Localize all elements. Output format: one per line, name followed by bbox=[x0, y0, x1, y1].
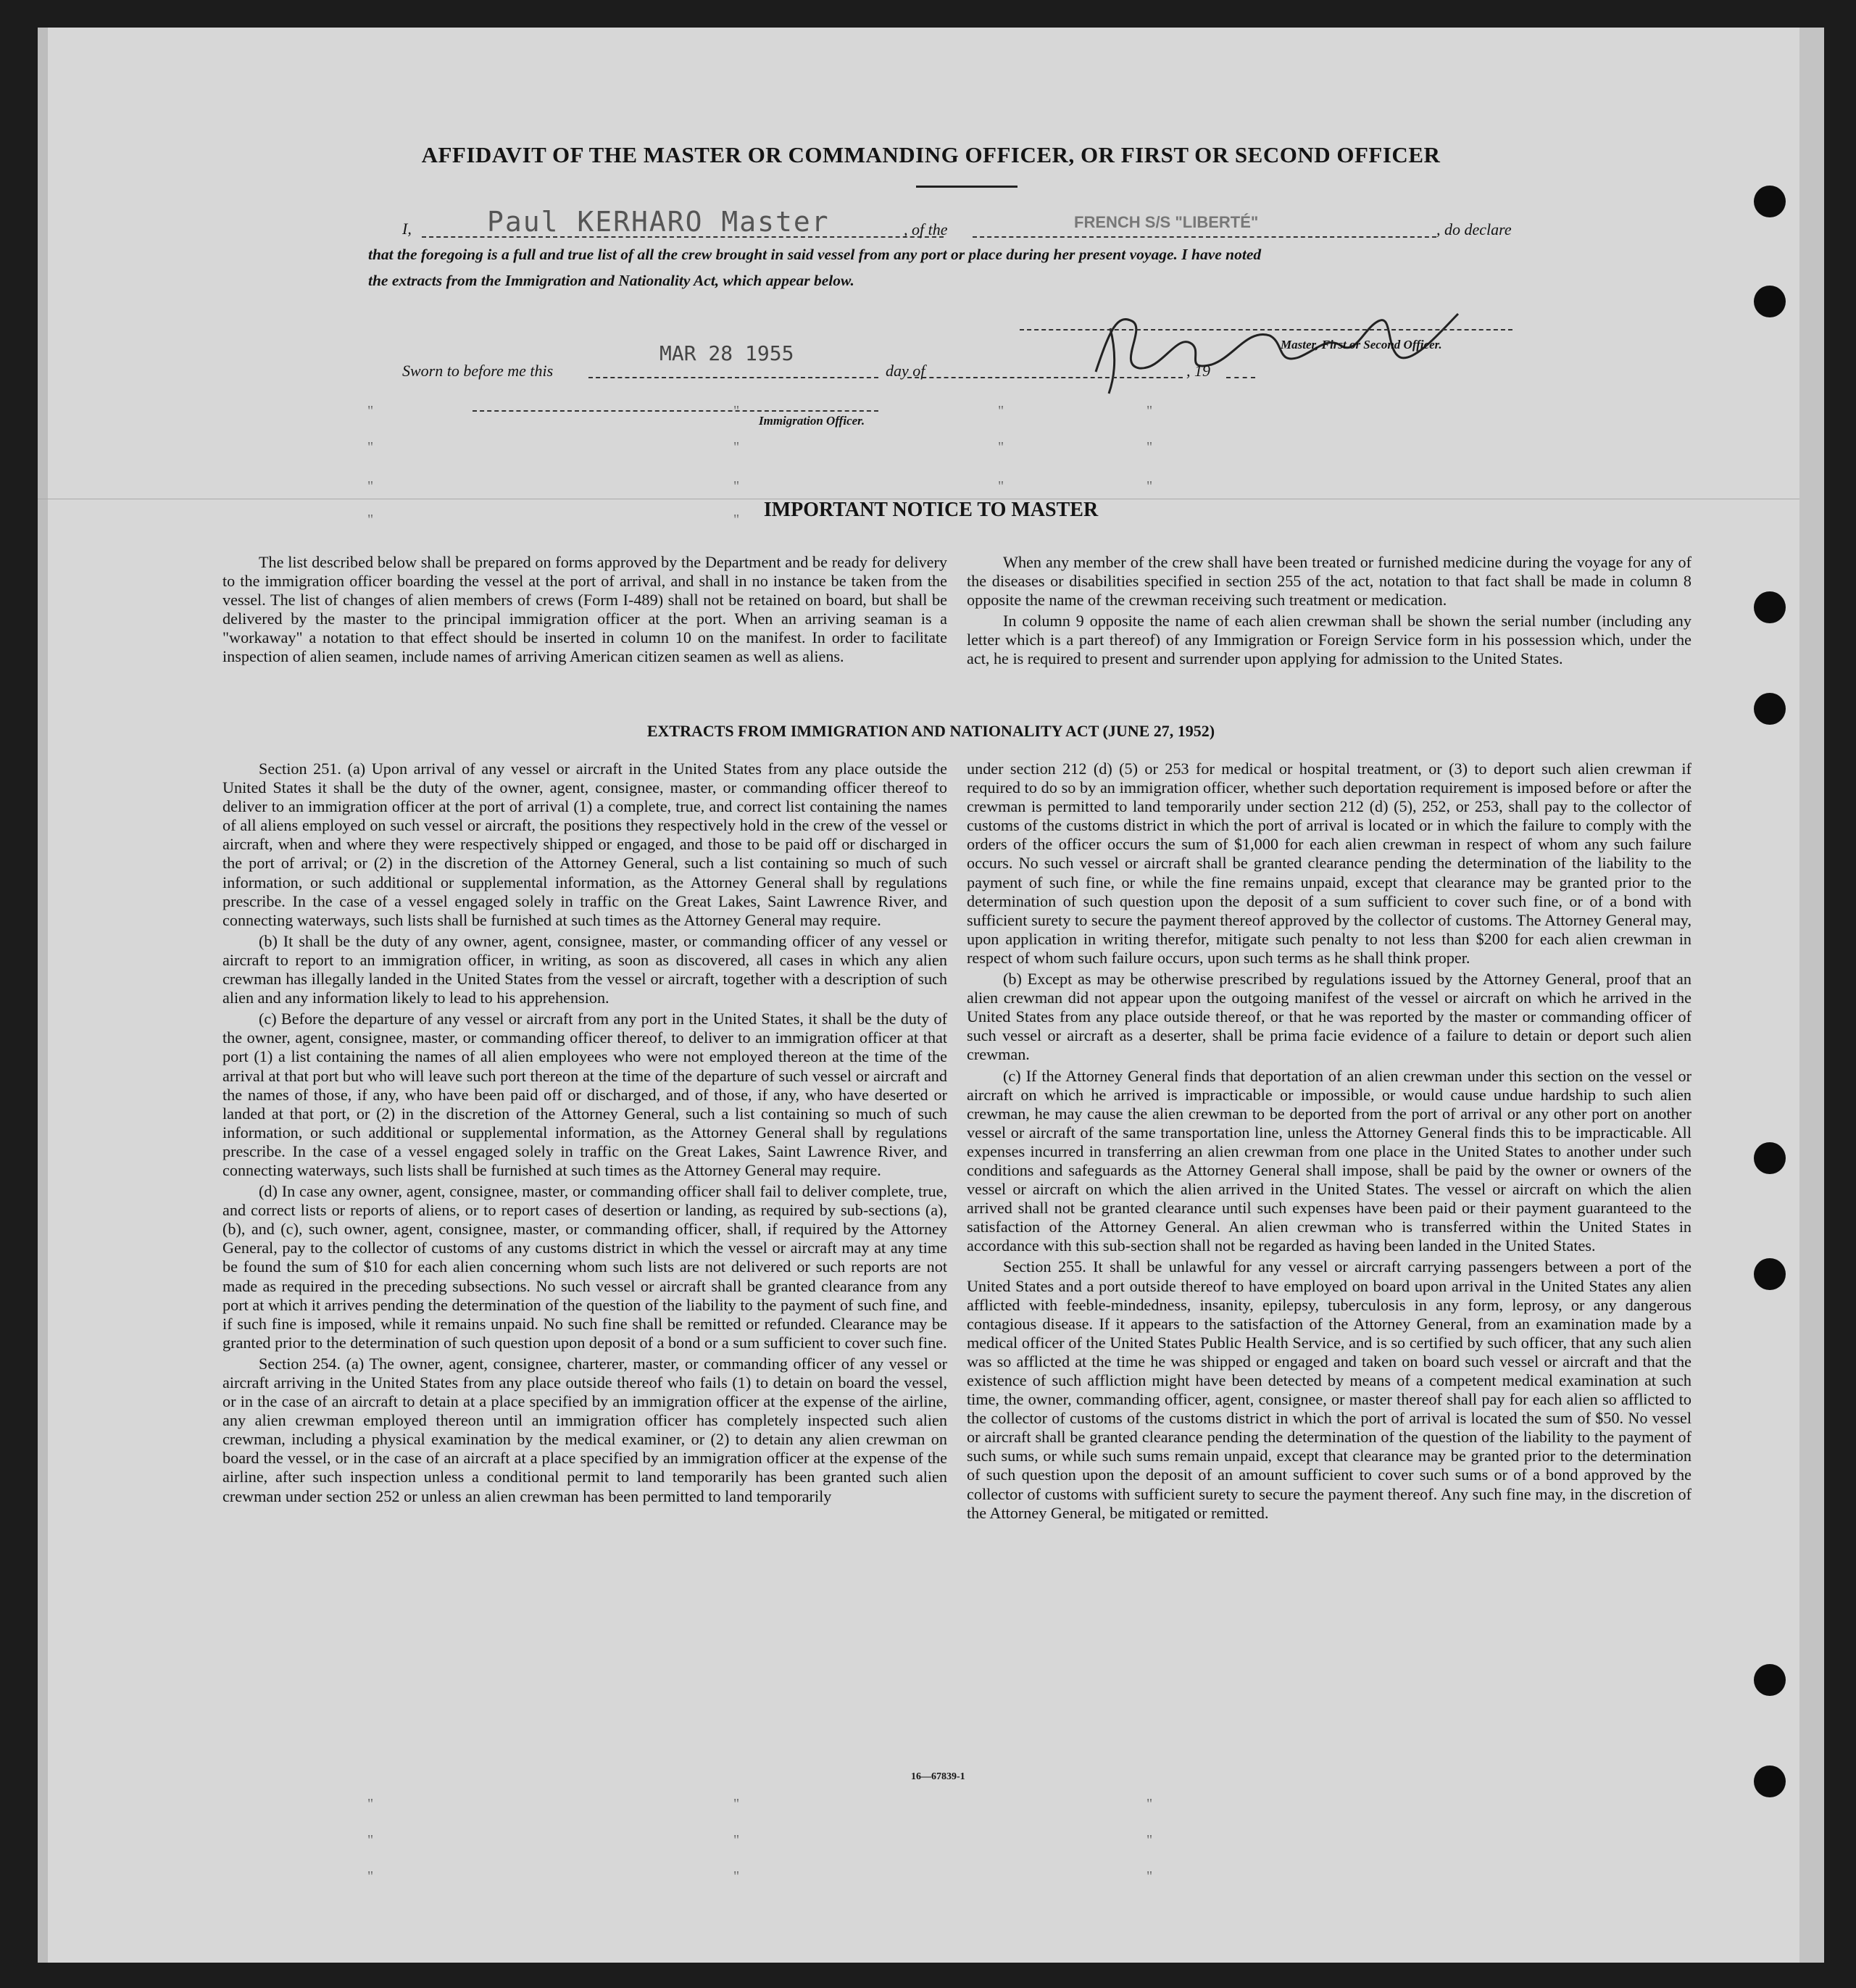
master-name: Paul KERHARO Master bbox=[487, 206, 830, 238]
punch-hole bbox=[1754, 1766, 1786, 1797]
immigration-officer-line bbox=[473, 410, 878, 412]
punch-hole bbox=[1754, 591, 1786, 623]
notice-left-paragraph: The list described below shall be prepared on forms approved by the Department and be ready for delivery to the immigration officer boarding the vessel at the port of arrival, and shall in no instance be taken from the vessel. The list of changes of alien members of crews (Form I-489) shall not be retained on board, but shall be delivered by the master to the principal immigration officer at the port. When an arriving seaman is a "workaway" a notation to that effect should be inserted in column 10 on the manifest. In order to facilitate inspection of alien seamen, include names of arriving American citizen seamen as well as aliens. bbox=[222, 553, 947, 666]
section-251a: Section 251. (a) Upon arrival of any vessel or aircraft in the United States from any place outside the United States it shall be the duty of the owner, agent, consignee, master, or commanding officer thereof to deliver to an immigration officer at the port of arrival (1) a complete, true, and correct list containing the names of all aliens employed on such vessel or aircraft, the positions they respectively hold in the crew of the vessel or aircraft, when and where they were respectively shipped or engaged, and those to be paid off or discharged in the port of arrival; or (2) in the discretion of the Attorney General, such a list containing so much of such information, or such additional or supplemental information, as the Attorney General shall by regulations prescribe. In the case of a vessel engaged solely in traffic on the Great Lakes, Saint Lawrence River, and connecting waterways, such lists shall be furnished at such times as the Attorney General may require. bbox=[222, 760, 947, 929]
declaration-line-1: that the foregoing is a full and true list of all the crew brought in said vessel from any port or place during her present voyage. I have noted bbox=[368, 246, 1262, 263]
page-left-edge bbox=[38, 28, 48, 1963]
section-254b: (b) Except as may be otherwise prescribed by regulations issued by the Attorney General, proof that an alien crewman did not appear upon the outgoing manifest of the vessel or aircraft on which he arrived in the United States from any place outside thereof, or that he was reported by the master or commanding officer of such vessel or aircraft as a deserter, shall be prima facie evidence of a failure to detain or deport such alien crewman. bbox=[967, 970, 1691, 1064]
title-rule bbox=[916, 186, 1018, 188]
document-page: AFFIDAVIT OF THE MASTER OR COMMANDING OFFICER, OR FIRST OR SECOND OFFICER I, Paul KERHARO Master , of the FRENCH S/S "LIBERTÉ" , do declare that the foregoing is a full and true list of all the crew brought in said vessel from any port or place during her present voyage. I have noted the extracts from the Immigration and Nationality Act, which appear below. Master, First or Second Officer. Sworn to before me this MAR 28 1955 day of , 19 Immigration Officer. " " " " " " " " " " " " " " " " " " " " " " " IMPORTANT NOTICE TO MASTER The list described below shall be prepared on forms approved by the Department and be ready for delivery to the immigration officer boarding the vessel at the port of arrival, and shall in no instance be taken from the vessel. The list of changes of alien members of crews (Form I-489) shall not be retained on board, but shall be delivered by the master to the principal immigration officer at the port. When an arriving seaman is a "workaway" a notation to that effect should be inserted in column 10 on the manifest. In order to facilitate inspection of alien seamen, include names of arriving American citizen seamen as well as aliens. When any member of the crew shall have been treated or furnished medicine during the voyage for any of the diseases or disabilities specified in section 255 of the act, notation to that fact shall be made in column 8 opposite the name of the crewman receiving such treatment or medication. In column 9 opposite the name of each alien crewman shall be shown the serial number (including any letter which is a part thereof) of any Immigration or Foreign Service form in his possession which, under the act, he is required to present and surrender upon applying for admission to the United States. EXTRACTS FROM IMMIGRATION AND NATIONALITY ACT (JUNE 27, 1952) Section 251. (a) Upon arrival of any vessel or aircraft in the United States from any place outside the United States it shall be the duty of the owner, agent, consignee, master, or commanding officer thereof to deliver to an immigration officer at the port of arrival (1) a complete, true, and correct list containing the names of all aliens employed on such vessel or aircraft, the positions they respectively hold in the crew of the vessel or aircraft, when and where they were respectively shipped or engaged, and those to be paid off or discharged in the port of arrival; or (2) in the discretion of the Attorney General, such a list containing so much of such information, or such additional or supplemental information, as the Attorney General shall by regulations prescribe. In the case of a vessel engaged solely in traffic on the Great Lakes, Saint Lawrence River, and connecting waterways, such lists shall be furnished at such times as the Attorney General may require. (b) It shall be the duty of any owner, agent, consignee, master, or commanding officer of any vessel or aircraft to report to an immigration officer, in writing, as soon as discovered, all cases in which any alien crewman has illegally landed in the United States from the vessel or aircraft, together with a description of such alien and any information likely to lead to his apprehension. (c) Before the departure of any vessel or aircraft from any port in the United States, it shall be the duty of the owner, agent, consignee, master, or commanding officer thereof, to deliver to an immigration officer at that port (1) a list containing the names of all alien employees who were not employed thereon at the time of the arrival at that port but who will leave such port thereon at the time of the departure of such vessel or aircraft and the names of those, if any, who have been paid off or discharged, and of those, if any, who have deserted or landed at that port, or (2) in the discretion of the Attorney General, such a list containing so much of such information, or such additional or supplemental information, as the Attorney General shall by regulations prescribe. In the case of a vessel engaged solely in traffic on the Great Lakes, Saint Lawrence River, and connecting waterways, such lists shall be furnished at such times as the Attorney General may require. (d) In case any owner, agent, consignee, master, or commanding officer shall fail to deliver complete, true, and correct lists or reports of aliens, or to report cases of desertion or landing, as required by sub-sections (a), (b), and (c), such owner, agent, consignee, master, or commanding officer, shall, if required by the Attorney General, pay to the collector of customs of any customs district in which the vessel or aircraft may at any time be found the sum of $10 for each alien concerning whom such lists are not delivered or such reports are not made as required in the preceding subsections. No such vessel or aircraft shall be granted clearance from any port at which it arrives pending the determination of the question of the liability to the payment of such fine, and if such fine is imposed, while it remains unpaid. No such fine shall be remitted or refunded. Clearance may be granted prior to the determination of such question upon deposit of a bond or a sum sufficient to cover such fine. Section 254. (a) The owner, agent, consignee, charterer, master, or commanding officer of any vessel or aircraft arriving in the United States from any place outside thereof who fails (1) to detain on board the vessel, or in the case of an aircraft to detain at a place specified by an immigration officer at the expense of the airline, any alien crewman employed thereon until an immigration officer has completely inspected such alien crewman, including a physical examination by the medical examiner, or (2) to detain any alien crewman on board the vessel, or in the case of an aircraft at a place specified by an immigration officer at the expense of the airline, after such inspection unless a conditional permit to land temporarily has been granted such alien crewman under section 252 or unless an alien crewman has been permitted to land temporarily under section 212 (d) (5) or 253 for medical or hospital treatment, or (3) to deport such alien crewman if required to do so by an immigration officer, whether such deportation requirement is imposed before or after the crewman is permitted to land temporarily under section 212 (d) (5), 252, or 253, shall pay to the collector of customs of the customs district in which the port of arrival is located or in which the failure to comply with the orders of the officer occurs the sum of $1,000 for each alien crewman in respect of whom any such failure occurs. No such vessel or aircraft shall be granted clearance pending the determination of the liability to the payment of such fine, or while the fine remains unpaid, except that clearance may be granted prior to the determination of such question upon the deposit of a sum sufficient to cover such fine, or of a bond with sufficient surety to secure the payment thereof approved by the collector of customs. The Attorney General may, upon application in writing therefor, mitigate such penalty to not less than $200 for each alien crewman in respect of whom such failure occurs, upon such terms as he shall think proper. (b) Except as may be otherwise prescribed by regulations issued by the Attorney General, proof that an alien crewman did not appear upon the outgoing manifest of the vessel or aircraft on which he arrived in the United States from any place outside thereof, or that he was reported by the master or commanding officer of such vessel or aircraft as a deserter, shall be prima facie evidence of a failure to detain or deport such alien crewman. (c) If the Attorney General finds that deportation of an alien crewman under this section on the vessel or aircraft on which he arrived is impracticable or impossible, or would cause undue hardship to such alien crewman, he may cause the alien crewman to be deported from the port of arrival or any other port on another vessel or aircraft of the same transportation line, unless the Attorney General finds this to be impracticable. All expenses incurred in transferring an alien crewman from one place in the United States to another under such conditions and safeguards as the Attorney General shall impose, shall be paid by the owner or owners of the vessel or aircraft on which the alien arrived in the United States. The vessel or aircraft on which the alien arrived shall not be granted clearance until such expenses have been paid or their payment guaranteed to the satisfaction of the Attorney General. An alien crewman who is transferred within the United States in accordance with this sub-section shall not be regarded as having been landed in the United States. Section 255. It shall be unlawful for any vessel or aircraft carrying passengers between a port of the United States and a port outside thereof to have employed on board upon arrival in the United States any alien afflicted with feeble-mindedness, insanity, epilepsy, tuberculosis in any form, leprosy, or any dangerous contagious disease. If it appears to the satisfaction of the Attorney General, from an examination made by a medical officer of the United States Public Health Service, and is so certified by such officer, that any such alien was so afflicted at the time he was shipped or engaged and taken on board such vessel or aircraft and that the existence of such affliction might have been detected by means of a competent medical examination at such time, the owner, commanding officer, agent, consignee, or master thereof shall pay for each alien so afflicted to the collector of customs of the customs district in which the port of arrival is located the sum of $50. No vessel or aircraft shall be granted clearance pending the determination of the question of the liability to the payment of such sums, or while such sums remain unpaid, except that clearance may be granted prior to the determination of such question upon the deposit of an amount sufficient to cover such sums or of a bond approved by the collector of customs with sufficient surety to secure the payment thereof. Any such fine may, in the discretion of the Attorney General, be mitigated or remitted. 16—67839-1 bbox=[38, 28, 1824, 1963]
sworn-date-stamp: MAR 28 1955 bbox=[659, 341, 794, 365]
section-251b: (b) It shall be the duty of any owner, agent, consignee, master, or commanding officer of any vessel or aircraft to report to an immigration officer, in writing, as soon as discovered, all cases in which any alien crewman has illegally landed in the United States from the vessel or aircraft, together with a description of such alien and any information likely to lead to his apprehension. bbox=[222, 931, 947, 1007]
extracts-title: EXTRACTS FROM IMMIGRATION AND NATIONALITY ACT (JUNE 27, 1952) bbox=[646, 722, 1215, 740]
notice-right-column bbox=[967, 553, 1691, 671]
day-of-label: day of bbox=[886, 362, 925, 380]
section-254a-continued: under section 212 (d) (5) or 253 for medical or hospital treatment, or (3) to deport such alien crewman if required to do so by an immigration officer, whether such deportation requirement is imposed before or after the crewman is permitted to land temporarily under section 212 (d) (5), 252, or 253, shall pay to the collector of customs of the customs district in which the port of arrival is located or in which the failure to comply with the orders of the officer occurs the sum of $1,000 for each alien crewman in respect of whom any such failure occurs. No such vessel or aircraft shall be granted clearance pending the determination of the liability to the payment of such fine, or while the fine remains unpaid, except that clearance may be granted prior to the determination of such question upon the deposit of a sum sufficient to cover such fine, or of a bond with sufficient surety to secure the payment thereof approved by the collector of customs. The Attorney General may, upon application in writing therefor, mitigate such penalty to not less than $200 for each alien crewman in respect of whom such failure occurs, upon such terms as he shall think proper. bbox=[967, 760, 1691, 967]
year-line bbox=[1226, 377, 1255, 378]
officer-signature-line bbox=[1020, 329, 1512, 330]
punch-hole bbox=[1754, 1258, 1786, 1290]
declaration-line-2: the extracts from the Immigration and Nationality Act, which appear below. bbox=[368, 272, 854, 289]
affidavit-title: AFFIDAVIT OF THE MASTER OR COMMANDING OFFICER, OR FIRST OR SECOND OFFICER bbox=[421, 142, 1441, 167]
vessel-line bbox=[973, 236, 1436, 238]
section-254a: Section 254. (a) The owner, agent, consignee, charterer, master, or commanding officer of any vessel or aircraft arriving in the United States from any place outside thereof who fails (1) to detain on board the vessel, or in the case of an aircraft to detain at a place specified by an immigration officer at the expense of the airline, any alien crewman employed thereon until an immigration officer has completely inspected such alien crewman, including a physical examination by the medical examiner, or (2) to detain any alien crewman on board the vessel, or in the case of an aircraft at a place specified by an immigration officer at the expense of the airline, after such inspection unless a conditional permit to land temporarily has been granted such alien crewman under section 252 or unless an alien crewman has been permitted to land temporarily bbox=[222, 1354, 947, 1505]
page-right-edge bbox=[1799, 28, 1824, 1963]
sworn-day-line bbox=[588, 377, 878, 378]
punch-hole bbox=[1754, 186, 1786, 217]
notice-title: IMPORTANT NOTICE TO MASTER bbox=[763, 499, 1099, 521]
of-the-label: , of the bbox=[904, 220, 948, 238]
punch-hole bbox=[1754, 1142, 1786, 1174]
notice-left-column bbox=[222, 553, 947, 669]
section-251c: (c) Before the departure of any vessel or aircraft from any port in the United States, it shall be the duty of the owner, agent, consignee, master, or commanding officer thereof, to deliver to an immigration officer at that port (1) a list containing the names of all alien employees who were not employed thereon at the time of the arrival at that port but who will leave such port thereon at the time of the departure of such vessel or aircraft and the names of those, if any, who have been paid off or discharged, and of those, if any, who have deserted or landed at that port, or (2) in the discretion of the Attorney General, such a list containing so much of such information, or such additional or supplemental information, as the Attorney General shall by regulations prescribe. In the case of a vessel engaged solely in traffic on the Great Lakes, Saint Lawrence River, and connecting waterways, such lists shall be furnished at such times as the Attorney General may require. bbox=[222, 1010, 947, 1179]
section-254c: (c) If the Attorney General finds that deportation of an alien crewman under this section on the vessel or aircraft on which he arrived is impracticable or impossible, or would cause undue hardship to such alien crewman, he may cause the alien crewman to be deported from the port of arrival or any other port on another vessel or aircraft of the same transportation line, unless the Attorney General finds this to be impracticable. All expenses incurred in transferring an alien crewman from one place in the United States to another under such conditions and safeguards as the Attorney General shall impose, shall be paid by the owner or owners of the vessel or aircraft on which the alien arrived in the United States. The vessel or aircraft on which the alien arrived shall not be granted clearance until such expenses have been paid or their payment guaranteed to the satisfaction of the Attorney General. An alien crewman who is transferred within the United States in accordance with this sub-section shall not be regarded as having been landed in the United States. bbox=[967, 1066, 1691, 1255]
sworn-label: Sworn to before me this bbox=[402, 362, 554, 380]
notice-right-paragraph-2: In column 9 opposite the name of each alien crewman shall be shown the serial number (including any letter which is a part thereof) of any Immigration or Foreign Service form in his possession which, under the act, he is required to present and surrender upon applying for admission to the United States. bbox=[967, 612, 1691, 668]
punch-hole bbox=[1754, 1664, 1786, 1696]
extracts-right-column bbox=[967, 760, 1691, 1525]
section-255: Section 255. It shall be unlawful for any vessel or aircraft carrying passengers between a port of the United States and a port outside thereof to have employed on board upon arrival in the United States any alien afflicted with feeble-mindedness, insanity, epilepsy, tuberculosis in any form, leprosy, or any dangerous contagious disease. If it appears to the satisfaction of the Attorney General, from an examination made by a medical officer of the United States Public Health Service, and is so certified by such officer, that any such alien was so afflicted at the time he was shipped or engaged and taken on board such vessel or aircraft and that the existence of such affliction might have been detected by means of a competent medical examination at such time, the owner, commanding officer, agent, consignee, or master thereof shall pay for each alien so afflicted to the collector of customs of the customs district in which the port of arrival is located the sum of $50. No vessel or aircraft shall be granted clearance pending the determination of the question of the liability to the payment of such sums, or while such sums remain unpaid, except that clearance may be granted prior to the determination of such question upon the deposit of an amount sufficient to cover such sums or of a bond approved by the collector of customs with sufficient surety to secure the payment thereof. Any such fine may, in the discretion of the Attorney General, be mitigated or remitted. bbox=[967, 1257, 1691, 1522]
officer-caption: Master, First or Second Officer. bbox=[1281, 338, 1442, 352]
vessel-name: FRENCH S/S "LIBERTÉ" bbox=[1074, 213, 1259, 231]
year-label: , 19 bbox=[1186, 362, 1210, 380]
i-label: I, bbox=[402, 220, 412, 238]
extracts-left-column bbox=[222, 760, 947, 1508]
do-declare-label: , do declare bbox=[1436, 220, 1512, 238]
notice-right-paragraph-1: When any member of the crew shall have been treated or furnished medicine during the voyage for any of the diseases or disabilities specified in section 255 of the act, notation to that fact shall be made in column 8 opposite the name of the crewman receiving such treatment or medication. bbox=[967, 553, 1691, 610]
section-251d: (d) In case any owner, agent, consignee, master, or commanding officer shall fail to deliver complete, true, and correct lists or reports of aliens, or to report cases of desertion or landing, as required by sub-sections (a), (b), and (c), such owner, agent, consignee, master, or commanding officer, shall, if required by the Attorney General, pay to the collector of customs of any customs district in which the vessel or aircraft may at any time be found the sum of $10 for each alien concerning whom such lists are not delivered or such reports are not made as required in the preceding subsections. No such vessel or aircraft shall be granted clearance from any port at which it arrives pending the determination of the question of the liability to the payment of such fine, and if such fine is imposed, while it remains unpaid. No such fine shall be remitted or refunded. Clearance may be granted prior to the determination of such question upon deposit of a bond or a sum sufficient to cover such fine. bbox=[222, 1182, 947, 1352]
immigration-officer-caption: Immigration Officer. bbox=[759, 414, 865, 428]
punch-hole bbox=[1754, 693, 1786, 725]
punch-hole bbox=[1754, 286, 1786, 317]
form-number: 16—67839-1 bbox=[911, 1771, 965, 1782]
month-line bbox=[907, 377, 1183, 378]
